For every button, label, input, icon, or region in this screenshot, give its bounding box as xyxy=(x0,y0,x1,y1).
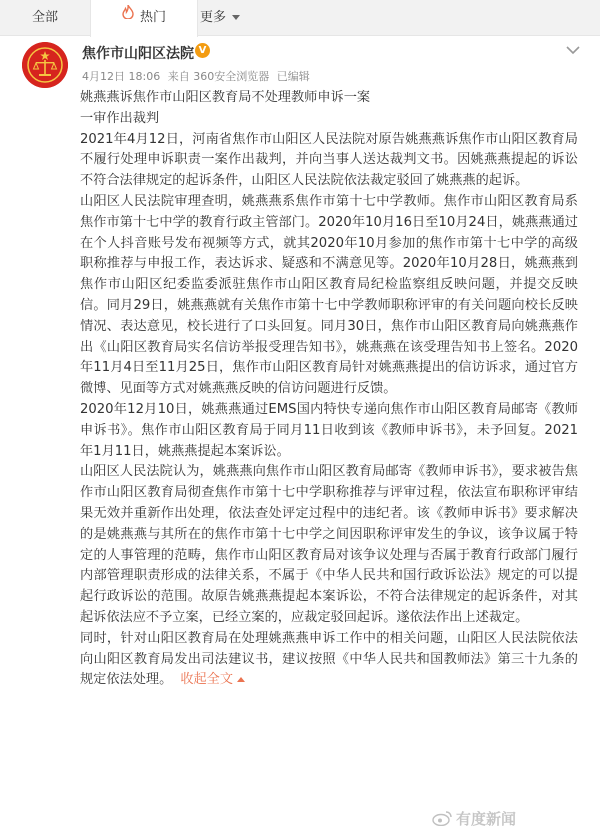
post-subtitle: 一审作出裁判 xyxy=(80,110,160,126)
avatar[interactable] xyxy=(22,42,68,88)
paragraph-last-text: 同时，针对山阳区教育局在处理姚燕燕申诉工作中的相关问题，山阳区人民法院依法向山阳区教育局发出司法建议书，建议按照《中华人民共和国教师法》第三十九条的规定依法处理。 xyxy=(80,630,578,688)
tab-hot-label: 热门 xyxy=(139,10,166,25)
watermark xyxy=(432,808,516,830)
tab-more[interactable] xyxy=(200,0,240,36)
watermark-text: 有度新闻 xyxy=(456,810,517,828)
tab-more-label: 更多 xyxy=(200,10,227,25)
weibo-logo-icon xyxy=(432,810,452,830)
verified-badge-icon: V xyxy=(195,43,210,58)
tab-bar xyxy=(0,0,600,36)
paragraph-last xyxy=(80,629,578,691)
paragraph: 山阳区人民法院认为，姚燕燕向焦作市山阳区教育局邮寄《教师申诉书》，要求被告焦作市山阳区教育局彻查焦作市第十七中学职称推荐与评审过程，依法宣布职称评审结果无效并重新作出处理，依法查处评定过程中的违纪者。该《教师申诉书》要求解决的是姚燕燕与其所在的焦作市第十七中学之间因职称评审发生的争议，该争议属于特定的人事管理的范畴，焦作市山阳区教育局对该争议处理与否属于教育行政部门履行内部管理职责形成的法律关系，不属于《中华人民共和国行政诉讼法》规定的可以提起行政诉讼的范围。故原告姚燕燕提起本案诉讼，不符合法律规定的起诉条件，对其起诉依法应不予立案，已经立案的，应裁定驳回起诉。遂依法作出上述裁定。 xyxy=(80,464,578,625)
chevron-down-icon[interactable] xyxy=(566,40,580,59)
paragraph: 2020年12月10日，姚燕燕通过EMS国内特快专递向焦作市山阳区教育局邮寄《教师申诉书》。焦作市山阳区教育局于同月11日收到该《教师申诉书》，未予回复。2021年1月11日，姚燕燕提起本案诉讼。 xyxy=(80,401,578,459)
post-title: 姚燕燕诉焦作市山阳区教育局不处理教师申诉一案 xyxy=(80,90,371,105)
caret-down-icon xyxy=(232,15,240,20)
author-name[interactable]: 焦作市山阳区法院 xyxy=(82,46,194,62)
post-content xyxy=(80,88,578,691)
post-edited[interactable]: 已编辑 xyxy=(276,70,310,83)
tab-hot[interactable] xyxy=(90,0,198,37)
collapse-arrow-icon xyxy=(237,677,245,682)
paragraph: 山阳区人民法院审理查明，姚燕燕系焦作市第十七中学教师。焦作市山阳区教育局系焦作市第十七中学的教育行政主管部门。2020年10月16日至10月24日，姚燕燕通过在个人抖音账号发布视频等方式，就其2020年10月参加的焦作市第十七中学的高级职称推荐与申报工作，表达诉求、疑惑和不满意见等。2020年10月28日，姚燕燕到焦作市山阳区纪委监委派驻焦作市山阳区教育局纪检监察组反映问题，并提交反映信。同月29日，姚燕燕就有关焦作市第十七中学教师职称评审的有关问题向校长反映情况、表达意见，校长进行了口头回复。同月30日，焦作市山阳区教育局向姚燕燕作出《山阳区教育局实名信访举报受理告知书》，姚燕燕在该受理告知书上签名。2020年11月4日至11月25日，焦作市山阳区教育局针对姚燕燕提出的信访诉求，通过官方微博、见面等方式对姚燕燕反映的信访问题进行反馈。 xyxy=(80,193,578,397)
post-date[interactable]: 4月12日 18:06 xyxy=(82,70,161,83)
paragraph: 2021年4月12日，河南省焦作市山阳区人民法院对原告姚燕燕诉焦作市山阳区教育局不履行处理申诉职责一案作出裁判，并向当事人送达裁判文书。因姚燕燕提起的诉讼不符合法律规定的起诉条件，山阳区人民法院依法裁定驳回了姚燕燕的起诉。 xyxy=(80,131,578,189)
collapse-fulltext-link[interactable] xyxy=(180,672,245,687)
flame-icon xyxy=(122,0,134,34)
post-source: 来自 360安全浏览器 xyxy=(167,70,270,83)
tab-all[interactable]: 全部 xyxy=(32,10,59,25)
post-meta xyxy=(82,68,314,84)
collapse-label: 收起全文 xyxy=(180,672,234,688)
court-emblem-icon xyxy=(22,42,68,88)
